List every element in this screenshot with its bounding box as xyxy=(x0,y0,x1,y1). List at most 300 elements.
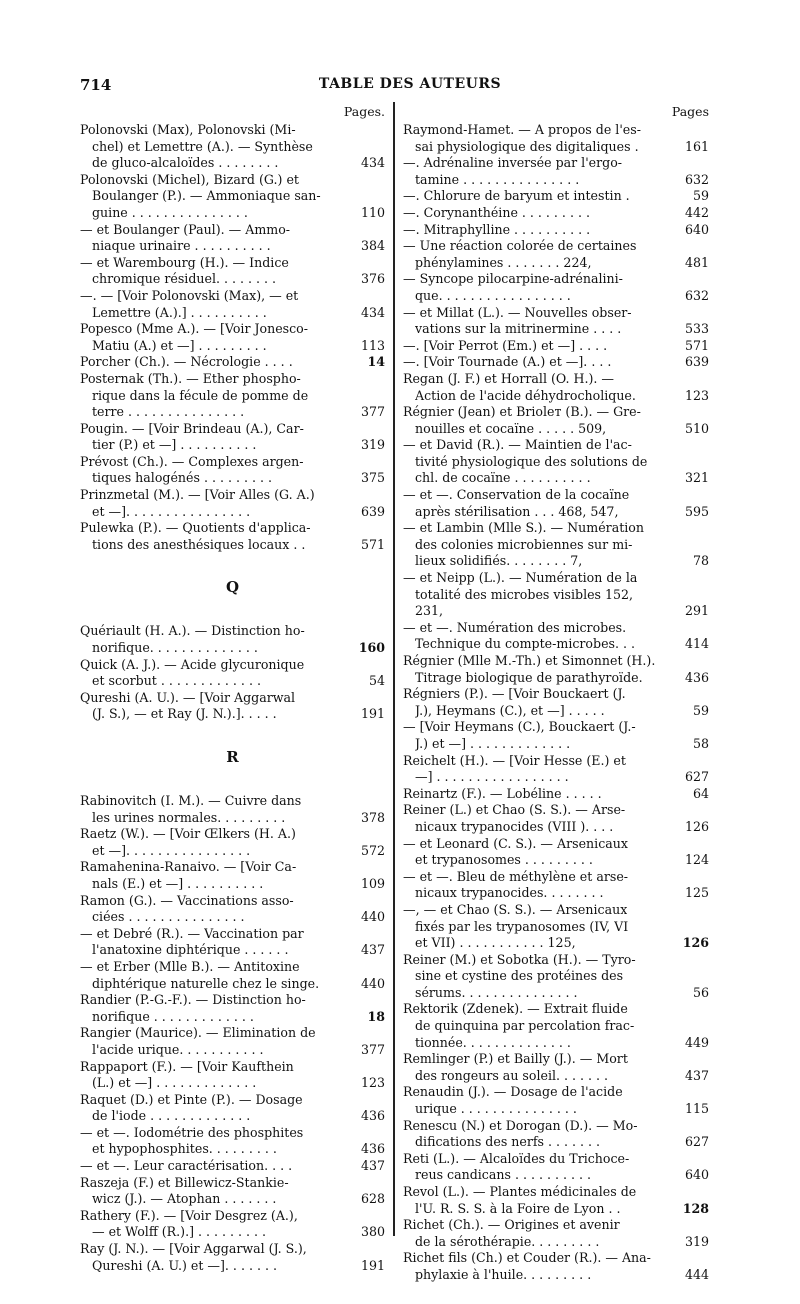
entry-text: tier (P.) et —] . . . . . . . . . . xyxy=(92,437,257,453)
page-reference: 78 xyxy=(692,553,709,569)
entry-text: les urines normales. . . . . . . . . xyxy=(92,809,286,825)
index-line xyxy=(403,753,709,770)
left-column xyxy=(80,104,385,1274)
entry-text: wicz (J.). — Atophan . . . . . . . xyxy=(92,1191,277,1207)
page-reference: 640 xyxy=(684,221,709,237)
index-line xyxy=(403,636,709,653)
index-line xyxy=(403,520,709,537)
entry-text: J.) et —] . . . . . . . . . . . . . xyxy=(415,735,571,751)
index-line xyxy=(403,288,709,305)
entry-text: Quick (A. J.). — Acide glycuronique xyxy=(80,656,305,672)
entry-text: Renescu (N.) et Dorogan (D.). — Mo- xyxy=(403,1117,638,1133)
entry-text: de gluco-alcaloïdes . . . . . . . . xyxy=(92,155,279,171)
index-line xyxy=(80,437,385,454)
index-line xyxy=(80,690,385,707)
entry-text: chromique résiduel. . . . . . . . xyxy=(92,271,277,287)
index-line xyxy=(80,673,385,690)
page-reference: 59 xyxy=(692,188,709,204)
entry-text: Reti (L.). — Alcaloïdes du Trichoce- xyxy=(403,1150,630,1166)
page-reference: 481 xyxy=(684,254,709,270)
index-line xyxy=(80,1108,385,1125)
entry-text: nouilles et cocaïne . . . . . 509, xyxy=(415,420,607,436)
entry-text: Régniers (P.). — [Voir Bouckaert (J. xyxy=(403,686,626,702)
entry-text: fixés par les trypanosomes (IV, VI xyxy=(415,918,629,934)
index-line xyxy=(403,1118,709,1135)
entry-text: 231, xyxy=(415,603,444,619)
entry-text: Raymond-Hamet. — A propos de l'es- xyxy=(403,122,641,137)
entry-text: — et David (R.). — Maintien de l'ac- xyxy=(403,437,632,453)
entry-text: terre . . . . . . . . . . . . . . . xyxy=(92,404,245,420)
entry-text: des rongeurs au soleil. . . . . . . xyxy=(415,1067,609,1083)
page-reference: 161 xyxy=(684,138,709,154)
entry-text: sine et cystine des protéines des xyxy=(415,968,624,984)
page-reference: 291 xyxy=(684,603,709,619)
section-letter: Q xyxy=(225,578,240,597)
entry-text: —. Chlorure de baryum et intestin . xyxy=(403,188,630,204)
index-line xyxy=(403,553,709,570)
page-reference: 64 xyxy=(692,785,709,801)
entry-text: Boulanger (P.). — Ammoniaque san- xyxy=(92,188,321,204)
entry-text: Ramahenina-Ranaivo. — [Voir Ca- xyxy=(80,859,297,875)
entry-text: Raetz (W.). — [Voir Œlkers (H. A.) xyxy=(80,826,296,842)
entry-text: et VII) . . . . . . . . . . . 125, xyxy=(415,935,576,951)
page-reference: 113 xyxy=(360,337,385,353)
index-line xyxy=(403,736,709,753)
index-line xyxy=(80,1092,385,1109)
index-line xyxy=(80,338,385,355)
entry-text: tivité physiologique des solutions de xyxy=(415,453,648,469)
index-line xyxy=(80,155,385,172)
entry-text: et hypophosphites. . . . . . . . . xyxy=(92,1141,277,1157)
index-line xyxy=(403,388,709,405)
entry-text: norifique . . . . . . . . . . . . . xyxy=(92,1008,254,1024)
entry-text: Rappaport (F.). — [Voir Kaufthein xyxy=(80,1058,294,1074)
index-line xyxy=(403,919,709,936)
index-line xyxy=(80,1125,385,1142)
index-line xyxy=(403,321,709,338)
index-line xyxy=(80,504,385,521)
index-line xyxy=(403,222,709,239)
index-line xyxy=(403,1217,709,1234)
index-line xyxy=(403,1018,709,1035)
index-line xyxy=(80,1224,385,1241)
page-reference: 319 xyxy=(360,437,385,453)
page-reference: 434 xyxy=(360,304,385,320)
entry-text: Lemettre (A.).] . . . . . . . . . . xyxy=(92,304,267,320)
entry-text: reus candicans . . . . . . . . . . xyxy=(415,1167,592,1183)
entry-text: et —]. . . . . . . . . . . . . . . . xyxy=(92,842,251,858)
entry-text: chel) et Lemettre (A.). — Synthèse xyxy=(92,138,313,154)
index-line xyxy=(80,271,385,288)
index-line xyxy=(403,885,709,902)
index-line xyxy=(403,504,709,521)
page-reference: 56 xyxy=(692,984,709,1000)
index-line xyxy=(80,1025,385,1042)
index-line xyxy=(403,703,709,720)
pages-column-label: Pages. xyxy=(343,104,385,119)
index-line xyxy=(80,1075,385,1092)
page-reference: 632 xyxy=(684,287,709,303)
entry-text: diphtérique naturelle chez le singe. xyxy=(92,975,320,991)
entry-text: — et —. Leur caractérisation. . . . xyxy=(80,1158,293,1174)
page-reference: 436 xyxy=(684,669,709,685)
entry-text: de la sérothérapie. . . . . . . . . xyxy=(415,1233,600,1249)
entry-text: totalité des microbes visibles 152, xyxy=(415,586,634,602)
index-line xyxy=(80,238,385,255)
index-line xyxy=(80,139,385,156)
page-reference: 191 xyxy=(360,706,385,722)
entry-text: nals (E.) et —] . . . . . . . . . . xyxy=(92,875,264,891)
entry-text: phénylamines . . . . . . . 224, xyxy=(415,254,592,270)
page-reference: 124 xyxy=(684,852,709,868)
index-line xyxy=(403,869,709,886)
entry-text: vations sur la mitrinermine . . . . xyxy=(415,321,622,337)
entry-text: Polonovski (Michel), Bizard (G.) et xyxy=(80,171,299,187)
index-line xyxy=(403,935,709,952)
index-line xyxy=(403,470,709,487)
page-reference: 123 xyxy=(684,387,709,403)
page-header xyxy=(80,76,740,98)
page-reference: 436 xyxy=(360,1141,385,1157)
entry-text: Revol (L.). — Plantes médicinales de xyxy=(403,1184,637,1199)
index-line xyxy=(403,1250,709,1267)
index-line xyxy=(403,719,709,736)
entry-text: Ramon (G.). — Vaccinations asso- xyxy=(80,892,294,908)
index-line xyxy=(403,271,709,288)
index-line xyxy=(403,603,709,620)
entry-text: Rangier (Maurice). — Elimination de xyxy=(80,1025,316,1041)
entry-text: Renaudin (J.). — Dosage de l'acide xyxy=(403,1084,623,1100)
entry-text: — et Neipp (L.). — Numération de la xyxy=(403,570,638,586)
index-line xyxy=(403,537,709,554)
entry-text: — et Warembourg (H.). — Indice xyxy=(80,254,289,270)
entry-text: — Syncope pilocarpine-adrénalini- xyxy=(403,271,623,287)
index-line xyxy=(403,670,709,687)
index-line xyxy=(80,1141,385,1158)
pages-column-label: Pages xyxy=(671,104,709,119)
index-line xyxy=(80,959,385,976)
page-reference: 440 xyxy=(360,909,385,925)
index-line xyxy=(80,859,385,876)
entry-text: Ray (J. N.). — [Voir Aggarwal (J. S.), xyxy=(80,1241,307,1257)
running-title: TABLE DES AUTEURS xyxy=(318,76,502,92)
page-reference: 128 xyxy=(682,1200,709,1216)
entry-text: Porcher (Ch.). — Nécrologie . . . . xyxy=(80,354,293,370)
page-reference: 434 xyxy=(360,155,385,171)
index-line xyxy=(80,893,385,910)
entry-text: — et —. Bleu de méthylène et arse- xyxy=(403,868,629,884)
index-line xyxy=(80,1208,385,1225)
entry-text: tionnée. . . . . . . . . . . . . . xyxy=(415,1034,571,1050)
page-reference: 378 xyxy=(360,809,385,825)
page-reference: 126 xyxy=(684,818,709,834)
index-line xyxy=(80,205,385,222)
index-line xyxy=(80,487,385,504)
entry-text: Raszeja (F.) et Billewicz-Stankie- xyxy=(80,1174,289,1190)
index-line xyxy=(80,421,385,438)
index-line xyxy=(403,1201,709,1218)
index-line xyxy=(403,1134,709,1151)
index-line xyxy=(80,1241,385,1258)
page-reference: 160 xyxy=(358,640,385,656)
index-line xyxy=(80,843,385,860)
entry-text: l'U. R. S. S. à la Foire de Lyon . . xyxy=(415,1200,621,1216)
page-reference: 437 xyxy=(684,1067,709,1083)
entry-text: —. Adrénaline inversée par l'ergo- xyxy=(403,155,623,171)
entry-text: et —]. . . . . . . . . . . . . . . . xyxy=(92,503,251,519)
page-reference: 115 xyxy=(684,1101,709,1117)
index-line xyxy=(403,968,709,985)
index-line xyxy=(403,305,709,322)
entry-text: tamine . . . . . . . . . . . . . . . xyxy=(415,171,580,187)
index-line xyxy=(80,810,385,827)
index-line xyxy=(80,926,385,943)
index-line xyxy=(403,1151,709,1168)
page-reference: 533 xyxy=(684,321,709,337)
entry-text: Reinartz (F.). — Lobéline . . . . . xyxy=(403,785,602,801)
page-reference: 126 xyxy=(682,935,709,951)
entry-text: —] . . . . . . . . . . . . . . . . . xyxy=(415,769,569,785)
entry-text: chl. de cocaïne . . . . . . . . . . xyxy=(415,470,591,486)
page-reference: 572 xyxy=(360,842,385,858)
entry-text: lieux solidifiés. . . . . . . . 7, xyxy=(415,553,583,569)
index-line xyxy=(80,537,385,554)
entry-text: Polonovski (Max), Polonovski (Mi- xyxy=(80,122,296,137)
entry-text: norifique. . . . . . . . . . . . . . xyxy=(92,640,258,656)
index-line xyxy=(403,952,709,969)
index-line xyxy=(403,985,709,1002)
entry-text: Titrage biologique de parathyroïde. xyxy=(415,669,643,685)
page-reference: 191 xyxy=(360,1257,385,1273)
entry-text: — [Voir Heymans (C.), Bouckaert (J.- xyxy=(403,719,636,735)
entry-text: — Une réaction colorée de certaines xyxy=(403,238,637,254)
index-line xyxy=(403,338,709,355)
index-line xyxy=(80,122,385,139)
index-line xyxy=(80,305,385,322)
page-reference: 18 xyxy=(367,1008,385,1024)
entry-text: Randier (P.-G.-F.). — Distinction ho- xyxy=(80,992,306,1008)
index-line xyxy=(80,1191,385,1208)
entry-text: des colonies microbiennes sur mi- xyxy=(415,536,633,552)
index-line xyxy=(80,454,385,471)
entry-text: —. [Voir Perrot (Em.) et —] . . . . xyxy=(403,337,608,353)
index-line xyxy=(403,454,709,471)
index-line xyxy=(80,222,385,239)
page-reference: 58 xyxy=(692,735,709,751)
index-line xyxy=(403,786,709,803)
index-line xyxy=(80,706,385,723)
entry-text: que. . . . . . . . . . . . . . . . . xyxy=(415,287,571,303)
entry-text: urique . . . . . . . . . . . . . . . xyxy=(415,1101,577,1117)
page-number: 714 xyxy=(80,76,112,94)
page-reference: 571 xyxy=(684,337,709,353)
entry-text: Quériault (H. A.). — Distinction ho- xyxy=(80,623,305,639)
page-reference: 627 xyxy=(684,1134,709,1150)
index-line xyxy=(403,802,709,819)
index-line xyxy=(80,1258,385,1275)
index-line xyxy=(403,238,709,255)
page-reference: 319 xyxy=(684,1233,709,1249)
index-line xyxy=(80,942,385,959)
index-line xyxy=(403,404,709,421)
index-line xyxy=(80,793,385,810)
index-line xyxy=(403,1035,709,1052)
entry-text: — et Leonard (C. S.). — Arsenicaux xyxy=(403,835,628,851)
page-reference: 54 xyxy=(368,673,385,689)
entry-text: nicaux trypanocides (VIII ). . . . xyxy=(415,818,614,834)
entry-text: — et Debré (R.). — Vaccination par xyxy=(80,925,304,941)
index-line xyxy=(403,1167,709,1184)
section-letter: R xyxy=(226,748,239,766)
entry-text: —. — [Voir Polonovski (Max), — et xyxy=(80,287,299,303)
page-reference: 632 xyxy=(684,171,709,187)
column-divider xyxy=(393,102,395,1236)
index-line xyxy=(80,470,385,487)
page-reference: 628 xyxy=(360,1191,385,1207)
index-line xyxy=(403,1234,709,1251)
entry-text: J.), Heymans (C.), et —] . . . . . xyxy=(415,702,605,718)
index-line xyxy=(80,1175,385,1192)
page-reference: 510 xyxy=(684,420,709,436)
entry-text: Rektorik (Zdenek). — Extrait fluide xyxy=(403,1001,628,1017)
index-line xyxy=(80,188,385,205)
index-line xyxy=(80,172,385,189)
index-line xyxy=(80,354,385,371)
index-line xyxy=(403,686,709,703)
index-line xyxy=(403,852,709,869)
entry-text: (L.) et —] . . . . . . . . . . . . . xyxy=(92,1075,257,1091)
index-line xyxy=(403,587,709,604)
entry-text: phylaxie à l'huile. . . . . . . . . xyxy=(415,1266,592,1282)
entry-text: — et Wolff (R.).] . . . . . . . . . xyxy=(92,1224,267,1240)
entry-text: Reiner (M.) et Sobotka (H.). — Tyro- xyxy=(403,951,636,967)
entry-text: — et Erber (Mlle B.). — Antitoxine xyxy=(80,958,300,974)
entry-text: Raquet (D.) et Pinte (P.). — Dosage xyxy=(80,1091,303,1107)
index-line xyxy=(80,371,385,388)
index-entries-left xyxy=(80,122,385,1274)
page-reference: 640 xyxy=(684,1167,709,1183)
index-line xyxy=(403,1084,709,1101)
index-line xyxy=(80,1059,385,1076)
entry-text: —. Corynanthéine . . . . . . . . . xyxy=(403,204,590,220)
entry-text: Pulewka (P.). — Quotients d'applica- xyxy=(80,520,311,536)
index-line xyxy=(403,437,709,454)
entry-text: —. [Voir Tournade (A.) et —]. . . . xyxy=(403,354,612,370)
index-line xyxy=(403,1184,709,1201)
entry-text: Regan (J. F.) et Horrall (O. H.). — xyxy=(403,370,614,386)
index-line xyxy=(403,1068,709,1085)
index-line xyxy=(80,826,385,843)
index-line xyxy=(80,1009,385,1026)
entry-text: — et —. Conservation de la cocaïne xyxy=(403,487,630,503)
entry-text: Technique du compte-microbes. . . xyxy=(415,636,636,652)
entry-text: Richet fils (Ch.) et Couder (R.). — Ana- xyxy=(403,1250,651,1266)
page-reference: 627 xyxy=(684,769,709,785)
entry-text: et scorbut . . . . . . . . . . . . . xyxy=(92,673,261,689)
entry-text: Régnier (Jean) et Brioleт (B.). — Gre- xyxy=(403,404,641,420)
entry-text: — et Boulanger (Paul). — Ammo- xyxy=(80,221,291,237)
page-reference: 639 xyxy=(360,503,385,519)
entry-text: et trypanosomes . . . . . . . . . xyxy=(415,852,593,868)
index-line xyxy=(403,1267,709,1284)
entry-text: Reichelt (H.). — [Voir Hesse (E.) et xyxy=(403,752,626,768)
page-reference: 444 xyxy=(684,1266,709,1282)
page-reference: 123 xyxy=(360,1075,385,1091)
page-reference: 437 xyxy=(360,1158,385,1174)
index-line xyxy=(80,976,385,993)
entry-text: Rabinovitch (I. M.). — Cuivre dans xyxy=(80,793,302,808)
index-entries-right xyxy=(403,122,709,1284)
entry-text: de l'iode . . . . . . . . . . . . . xyxy=(92,1108,251,1124)
entry-text: — et —. Iodométrie des phosphites xyxy=(80,1124,304,1140)
index-line xyxy=(403,769,709,786)
entry-text: tions des anesthésiques locaux . . xyxy=(92,536,306,552)
page-reference: 436 xyxy=(360,1108,385,1124)
page-reference: 639 xyxy=(684,354,709,370)
entry-text: Prévost (Ch.). — Complexes argen- xyxy=(80,453,304,469)
index-line xyxy=(80,255,385,272)
entry-text: — et Lambin (Mlle S.). — Numération xyxy=(403,520,644,536)
index-line xyxy=(403,902,709,919)
entry-text: tiques halogénés . . . . . . . . . xyxy=(92,470,273,486)
page-reference: 14 xyxy=(367,354,385,370)
index-line xyxy=(403,1101,709,1118)
entry-text: niaque urinaire . . . . . . . . . . xyxy=(92,238,271,254)
page-reference: 414 xyxy=(684,636,709,652)
index-line xyxy=(80,321,385,338)
entry-text: Prinzmetal (M.). — [Voir Alles (G. A.) xyxy=(80,487,315,503)
index-line xyxy=(403,188,709,205)
entry-text: Régnier (Mlle M.-Th.) et Simonnet (H.). xyxy=(403,653,656,668)
entry-text: ciées . . . . . . . . . . . . . . . xyxy=(92,909,245,925)
index-line xyxy=(403,255,709,272)
index-line xyxy=(403,620,709,637)
entry-text: Popesco (Mme A.). — [Voir Jonesco- xyxy=(80,321,309,337)
index-line xyxy=(403,1001,709,1018)
index-line xyxy=(80,909,385,926)
page-reference: 321 xyxy=(684,470,709,486)
index-line xyxy=(403,819,709,836)
page-reference: 377 xyxy=(360,404,385,420)
entry-text: —, — et Chao (S. S.). — Arsenicaux xyxy=(403,901,628,917)
entry-text: Remlinger (P.) et Bailly (J.). — Mort xyxy=(403,1051,628,1067)
page-reference: 384 xyxy=(360,238,385,254)
index-line xyxy=(80,520,385,537)
entry-text: Matiu (A.) et —] . . . . . . . . . xyxy=(92,337,267,353)
entry-text: Action de l'acide déhydrocholique. xyxy=(415,387,636,403)
entry-text: Richet (Ch.). — Origines et avenir xyxy=(403,1217,620,1233)
index-line xyxy=(80,640,385,657)
index-line xyxy=(80,623,385,640)
index-line xyxy=(403,836,709,853)
page-reference: 125 xyxy=(684,885,709,901)
index-line xyxy=(403,570,709,587)
page-reference: 377 xyxy=(360,1041,385,1057)
index-line xyxy=(403,155,709,172)
entry-text: l'acide urique. . . . . . . . . . . xyxy=(92,1041,264,1057)
index-line xyxy=(403,421,709,438)
index-line xyxy=(80,388,385,405)
entry-text: Qureshi (A. U.). — [Voir Aggarwal xyxy=(80,689,296,705)
right-column xyxy=(403,104,709,1284)
index-line xyxy=(80,876,385,893)
entry-text: de quinquina par percolation frac- xyxy=(415,1018,635,1034)
entry-text: Reiner (L.) et Chao (S. S.). — Arse- xyxy=(403,802,626,818)
index-line xyxy=(403,122,709,139)
index-line xyxy=(80,657,385,674)
entry-text: —. Mitraphylline . . . . . . . . . . xyxy=(403,221,591,237)
entry-text: Rathery (F.). — [Voir Desgrez (A.), xyxy=(80,1207,298,1223)
